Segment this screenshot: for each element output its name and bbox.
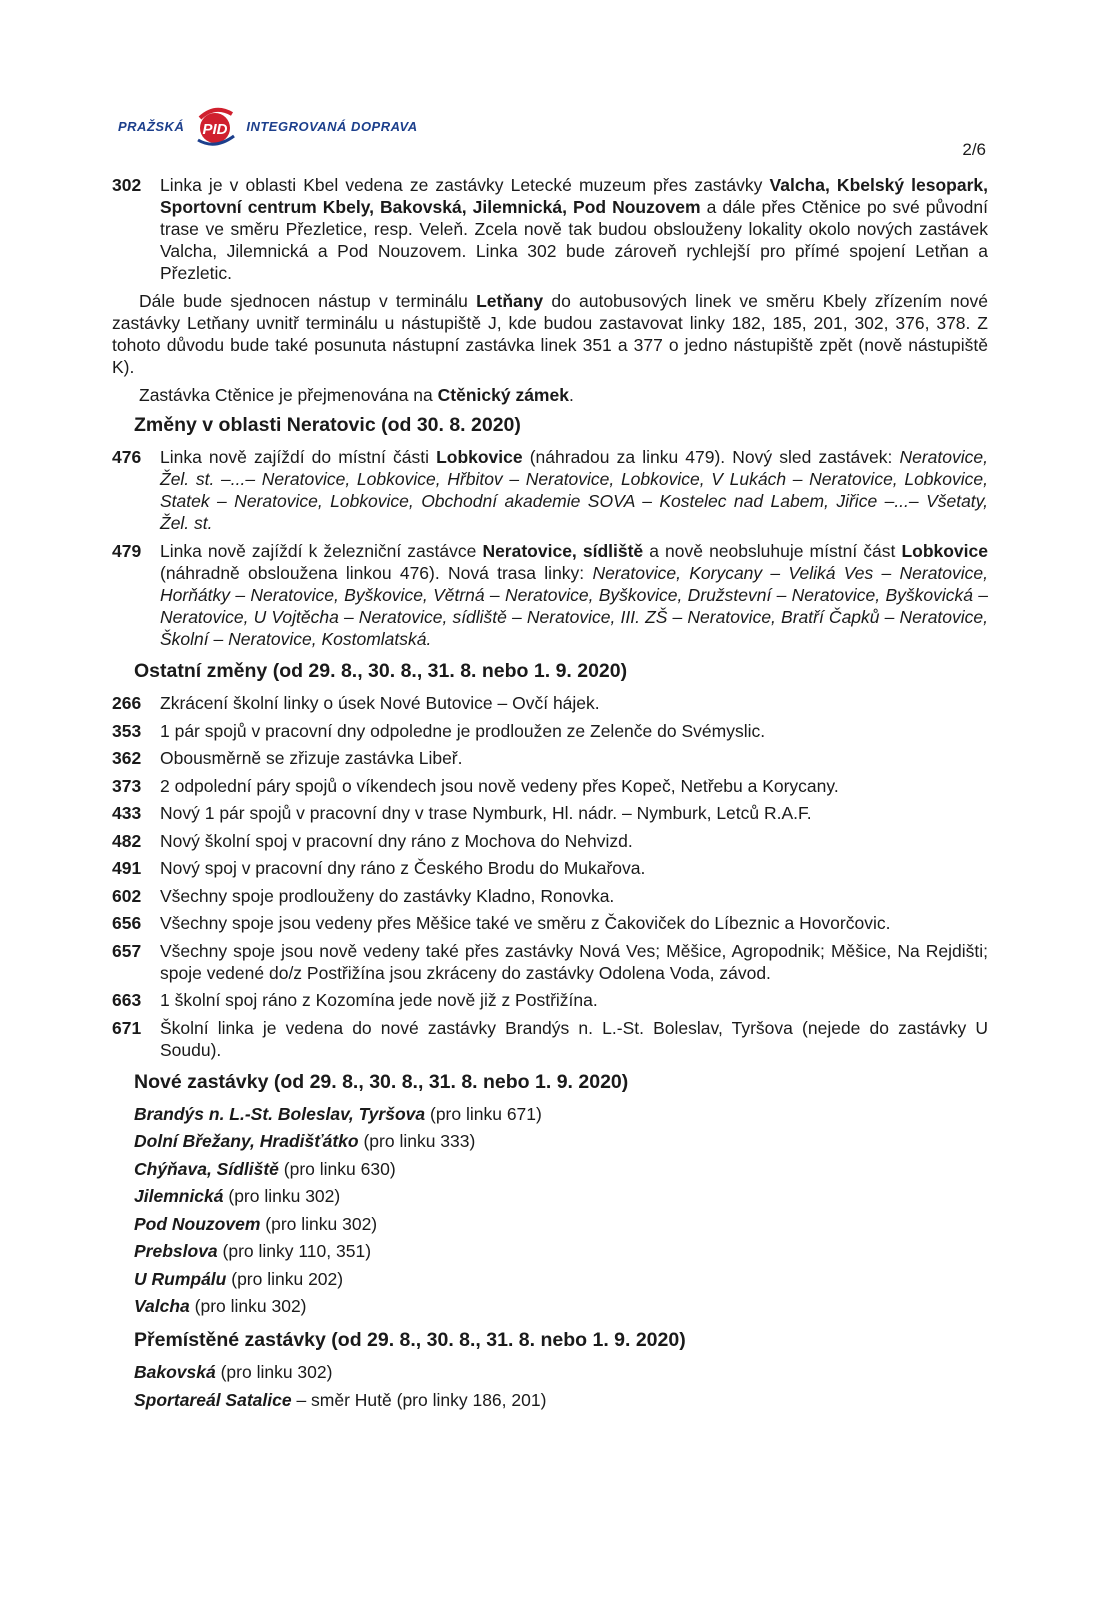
line-number: 476	[112, 447, 142, 467]
stop-name: Bakovská	[134, 1362, 216, 1382]
list-item	[112, 989, 988, 1011]
line-number: 602	[112, 885, 142, 906]
line-description: Všechny spoje jsou nově vedeny také přes zastávky Nová Ves; Měšice, Agropodnik; Měšice, Na Rejdišti; spoje vedené do/z Postřižína jsou zkráceny do zastávky Odolena Voda, závod.	[160, 940, 988, 983]
stop-name: Pod Nouzovem	[134, 1213, 261, 1234]
line-description: Všechny spoje prodlouženy do zastávky Kladno, Ronovka.	[160, 885, 615, 906]
page-number: 2/6	[962, 140, 986, 159]
stop-name: Dolní Břežany, Hradišťátko	[134, 1131, 359, 1151]
stop-note: (pro linku 302)	[189, 1296, 307, 1316]
pid-logo-icon	[190, 104, 240, 148]
list-item	[112, 857, 988, 879]
line-description: Všechny spoje jsou vedeny přes Měšice také ve směru z Čakoviček do Líbeznic a Hovorčovic.	[160, 913, 891, 933]
stop-note: (pro linku 302)	[223, 1186, 341, 1206]
list-item	[112, 885, 988, 907]
line-number: 353	[112, 720, 142, 741]
stop-note: (pro linku 333)	[358, 1131, 476, 1151]
logo-text-left: PRAŽSKÁ	[118, 118, 185, 134]
list-item	[112, 775, 988, 797]
stop-note: – směr Hutě (pro linky 186, 201)	[291, 1389, 547, 1410]
line-number: 362	[112, 748, 142, 768]
line-476-text: Linka nově zajíždí do místní části Lobkovice (náhradou za linku 479). Nový sled zastávek: Neratovice, Žel. st. –...– Neratovice, Lobkovice, Hřbitov – Neratovice, Lobkovice, V Lukách – Neratovice, Lobkovice, Statek – Neratovice, Lobkovice, Obchodní akademie SOVA – Kostelec nad Labem, Jiřice –...– Všetaty, Žel. st.	[160, 447, 988, 533]
line-479-entry	[112, 540, 988, 650]
line-description: Školní linka je vedena do nové zastávky Brandýs n. L.-St. Boleslav, Tyršova (nejede do zastávky U Soudu).	[160, 1017, 988, 1060]
stop-item	[134, 1130, 988, 1152]
stop-item	[134, 1213, 988, 1235]
line-302-entry	[112, 174, 988, 284]
rename-paragraph: Zastávka Ctěnice je přejmenována na Ctěnický zámek.	[139, 385, 574, 405]
stop-item	[134, 1361, 988, 1383]
line-number: 671	[112, 1017, 142, 1038]
stop-item	[134, 1268, 988, 1290]
stop-name: Chýňava, Sídliště	[134, 1158, 279, 1179]
list-item	[112, 830, 988, 852]
stop-name: Sportareál Satalice	[134, 1389, 292, 1410]
stop-note: (pro linky 110, 351)	[217, 1241, 372, 1261]
line-number: 479	[112, 541, 142, 561]
list-item	[112, 720, 988, 742]
stop-name: Valcha	[134, 1296, 190, 1316]
line-description: Obousměrně se zřizuje zastávka Libeř.	[160, 748, 463, 768]
logo-text-right: INTEGROVANÁ DOPRAVA	[246, 118, 418, 134]
stop-item	[134, 1295, 988, 1317]
stop-item	[134, 1240, 988, 1262]
list-item	[112, 940, 988, 984]
line-description: 2 odpolední páry spojů o víkendech jsou nově vedeny přes Kopeč, Netřebu a Korycany.	[160, 775, 839, 796]
line-description: Nový spoj v pracovní dny ráno z Českého Brodu do Mukařova.	[160, 858, 646, 878]
stop-name: Prebslova	[134, 1241, 218, 1261]
letnany-paragraph: Dále bude sjednocen nástup v terminálu Letňany do autobusových linek ve směru Kbely zřízením nové zastávky Letňany uvnitř terminálu u nástupiště J, kde budou zastavovat linky 182, 185, 201, 302, 376, 378. Z tohoto důvodu bude také posunuta nástupní zastávka linek 351 a 377 o jedno nástupiště zpět (nově nástupiště K).	[112, 291, 988, 377]
line-description: Nový školní spoj v pracovní dny ráno z Mochova do Nehvizd.	[160, 830, 633, 851]
stop-item	[134, 1389, 988, 1411]
list-item	[112, 802, 988, 824]
section-heading-neratovice: Změny v oblasti Neratovic (od 30. 8. 2020)	[134, 414, 521, 436]
stop-name: Brandýs n. L.-St. Boleslav, Tyršova	[134, 1103, 426, 1124]
line-number: 663	[112, 990, 142, 1010]
stop-name: Jilemnická	[134, 1186, 224, 1206]
stop-note: (pro linku 302)	[260, 1213, 378, 1234]
stop-note: (pro linku 671)	[425, 1103, 542, 1124]
stop-name: U Rumpálu	[134, 1268, 227, 1289]
stop-item	[134, 1158, 988, 1180]
section-heading-ostatni: Ostatní změny (od 29. 8., 30. 8., 31. 8. nebo 1. 9. 2020)	[134, 660, 628, 682]
line-description: 1 pár spojů v pracovní dny odpoledne je prodloužen ze Zelenče do Svémyslic.	[160, 720, 766, 741]
line-number: 482	[112, 830, 142, 851]
list-item	[112, 912, 988, 934]
line-302-text: Linka je v oblasti Kbel vedena ze zastávky Letecké muzeum přes zastávky Valcha, Kbelský lesopark, Sportovní centrum Kbely, Bakovská, Jilemnická, Pod Nouzovem a dále přes Ctěnice po své původní trase ve směru Přezletice, resp. Veleň. Zcela nově tak budou obslouženy lokality okolo nových zastávek Valcha, Jilemnická a Pod Nouzovem. Linka 302 bude zároveň rychlejší pro přímé spojení Letňan a Přezletic.	[160, 175, 988, 283]
list-item	[112, 747, 988, 769]
line-number: 433	[112, 803, 142, 823]
ostatni-list	[112, 692, 988, 1061]
stop-note: (pro linku 630)	[278, 1158, 396, 1179]
list-item	[112, 692, 988, 714]
line-description: Zkrácení školní linky o úsek Nové Butovice – Ovčí hájek.	[160, 693, 600, 713]
line-number: 491	[112, 858, 142, 878]
document-body	[112, 174, 988, 1416]
stop-note: (pro linku 302)	[215, 1362, 333, 1382]
stop-note: (pro linku 202)	[226, 1268, 344, 1289]
line-number: 657	[112, 940, 142, 961]
stop-item	[134, 1185, 988, 1207]
logo-mark-text: PID	[202, 121, 228, 138]
section-heading-nove-zastavky: Nové zastávky (od 29. 8., 30. 8., 31. 8. nebo 1. 9. 2020)	[134, 1070, 629, 1093]
section-heading-premistene-zastavky: Přemístěné zastávky (od 29. 8., 30. 8., 31. 8. nebo 1. 9. 2020)	[134, 1329, 686, 1351]
line-476-entry	[112, 446, 988, 534]
line-number: 302	[112, 175, 142, 195]
line-number: 656	[112, 913, 142, 933]
stop-item	[134, 1103, 988, 1125]
nove-zastavky-list	[112, 1103, 988, 1318]
list-item	[112, 1017, 988, 1061]
line-number: 266	[112, 693, 142, 713]
line-description: Nový 1 pár spojů v pracovní dny v trase Nymburk, Hl. nádr. – Nymburk, Letců R.A.F.	[160, 803, 812, 823]
line-479-text: Linka nově zajíždí k železniční zastávce Neratovice, sídliště a nově neobsluhuje místní část Lobkovice (náhradně obsloužena linkou 476). Nová trasa linky: Neratovice, Korycany – Veliká Ves – Neratovice, Horňátky – Neratovice, Byškovice, Větrná – Neratovice, Byškovice, Družstevní – Neratovice, Byškovická – Neratovice, U Vojtěcha – Neratovice, sídliště – Neratovice, III. ZŠ – Neratovice, Bratří Čapků – Neratovice, Školní – Neratovice, Kostomlatská.	[160, 541, 989, 649]
line-number: 373	[112, 775, 142, 796]
line-description: 1 školní spoj ráno z Kozomína jede nově již z Postřižína.	[160, 990, 598, 1010]
premistene-zastavky-list	[112, 1361, 988, 1411]
pid-logo	[118, 104, 418, 148]
